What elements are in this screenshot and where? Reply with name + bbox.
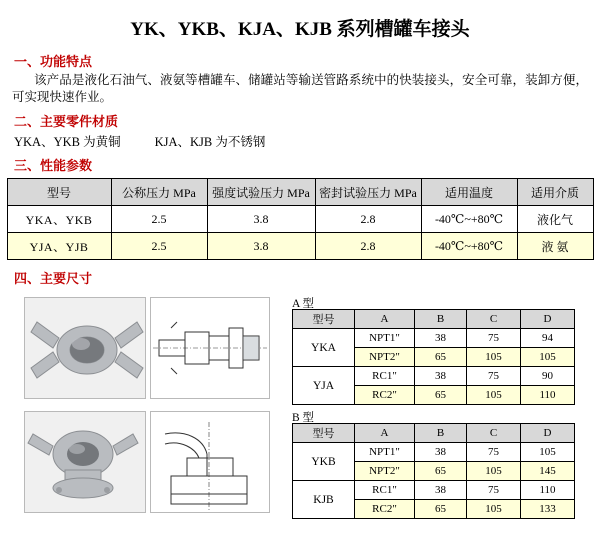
cell-model: KJB: [293, 481, 355, 519]
th-b: B: [415, 424, 467, 443]
table-row: [293, 329, 575, 348]
cell-strength-pressure: 3.8: [207, 233, 315, 260]
table-row: [293, 443, 575, 462]
th-medium: 适用介质: [517, 179, 593, 206]
th-d: D: [521, 310, 575, 329]
th-temperature: 适用温度: [421, 179, 517, 206]
cell-b: 38: [415, 443, 467, 462]
material-line: [14, 132, 600, 150]
cell-model: YJA: [293, 367, 355, 405]
cell-model: YKB: [293, 443, 355, 481]
dimension-table-a: [292, 309, 575, 405]
cell-temperature: -40℃~+80℃: [421, 206, 517, 233]
performance-table: [7, 178, 594, 260]
cell-d: 133: [521, 500, 575, 519]
coupling-drawing-b: [150, 411, 270, 513]
features-text: 该产品是液化石油气、液氨等槽罐车、储罐站等输送管路系统中的快装接头，安全可靠，装卸方便，可实现快速作业。: [12, 73, 588, 104]
cell-nominal-pressure: 2.5: [111, 233, 207, 260]
th-model: 型号: [7, 179, 111, 206]
cell-seal-pressure: 2.8: [315, 233, 421, 260]
th-d: D: [521, 424, 575, 443]
table-header-row: [293, 310, 575, 329]
cell-a: RC1": [355, 367, 415, 386]
cell-model: YKA: [293, 329, 355, 367]
material-steel: KJA、KJB 为不锈钢: [154, 135, 266, 149]
section-heading-dimensions: 四、主要尺寸: [14, 271, 93, 286]
cell-d: 105: [521, 348, 575, 367]
material-brass: YKA、YKB 为黄铜: [14, 135, 121, 149]
cell-b: 65: [415, 462, 467, 481]
th-seal-pressure: 密封试验压力 MPa: [315, 179, 421, 206]
cell-seal-pressure: 2.8: [315, 206, 421, 233]
th-c: C: [467, 424, 521, 443]
th-nominal-pressure: 公称压力 MPa: [111, 179, 207, 206]
cell-b: 65: [415, 500, 467, 519]
cell-medium: 液 氨: [517, 233, 593, 260]
section-heading-performance: 三、性能参数: [14, 158, 93, 173]
cell-b: 65: [415, 386, 467, 405]
cell-d: 110: [521, 386, 575, 405]
cell-a: NPT2": [355, 348, 415, 367]
dimension-table-b: [292, 423, 575, 519]
cell-b: 38: [415, 481, 467, 500]
coupling-photo-a: [24, 297, 146, 399]
cell-d: 105: [521, 443, 575, 462]
cell-b: 38: [415, 367, 467, 386]
cell-a: RC2": [355, 386, 415, 405]
cell-c: 75: [467, 443, 521, 462]
th-a: A: [355, 310, 415, 329]
table-header-row: [293, 424, 575, 443]
cell-model: YKA、YKB: [7, 206, 111, 233]
th-model: 型号: [293, 424, 355, 443]
coupling-drawing-a: [150, 297, 270, 399]
cell-c: 75: [467, 367, 521, 386]
cell-b: 65: [415, 348, 467, 367]
table-header-row: [7, 179, 593, 206]
cell-a: NPT1": [355, 329, 415, 348]
th-strength-pressure: 强度试验压力 MPa: [207, 179, 315, 206]
section-heading-material: 二、主要零件材质: [14, 114, 119, 129]
cell-strength-pressure: 3.8: [207, 206, 315, 233]
page-title: YK、YKB、KJA、KJB 系列槽罐车接头: [130, 19, 470, 40]
cell-d: 145: [521, 462, 575, 481]
cell-a: NPT2": [355, 462, 415, 481]
document-page: [0, 14, 600, 530]
cell-a: RC2": [355, 500, 415, 519]
section-heading-features: 一、功能特点: [14, 54, 93, 69]
cell-c: 105: [467, 348, 521, 367]
cell-model: YJA、YJB: [7, 233, 111, 260]
dim-table-b-label: B 型: [292, 412, 315, 424]
coupling-photo-b: [24, 411, 146, 513]
th-a: A: [355, 424, 415, 443]
cell-a: RC1": [355, 481, 415, 500]
cell-c: 105: [467, 500, 521, 519]
cell-nominal-pressure: 2.5: [111, 206, 207, 233]
cell-temperature: -40℃~+80℃: [421, 233, 517, 260]
cell-c: 105: [467, 462, 521, 481]
table-row: [7, 233, 593, 260]
cell-d: 94: [521, 329, 575, 348]
table-row: [293, 367, 575, 386]
cell-c: 75: [467, 329, 521, 348]
cell-b: 38: [415, 329, 467, 348]
cell-d: 110: [521, 481, 575, 500]
table-row: [293, 481, 575, 500]
dimensions-area: [0, 291, 600, 541]
cell-medium: 液化气: [517, 206, 593, 233]
features-paragraph: [12, 72, 588, 106]
cell-c: 75: [467, 481, 521, 500]
cell-c: 105: [467, 386, 521, 405]
cell-a: NPT1": [355, 443, 415, 462]
cell-d: 90: [521, 367, 575, 386]
th-b: B: [415, 310, 467, 329]
table-row: [7, 206, 593, 233]
th-model: 型号: [293, 310, 355, 329]
dim-table-a-label: A 型: [292, 298, 315, 310]
th-c: C: [467, 310, 521, 329]
